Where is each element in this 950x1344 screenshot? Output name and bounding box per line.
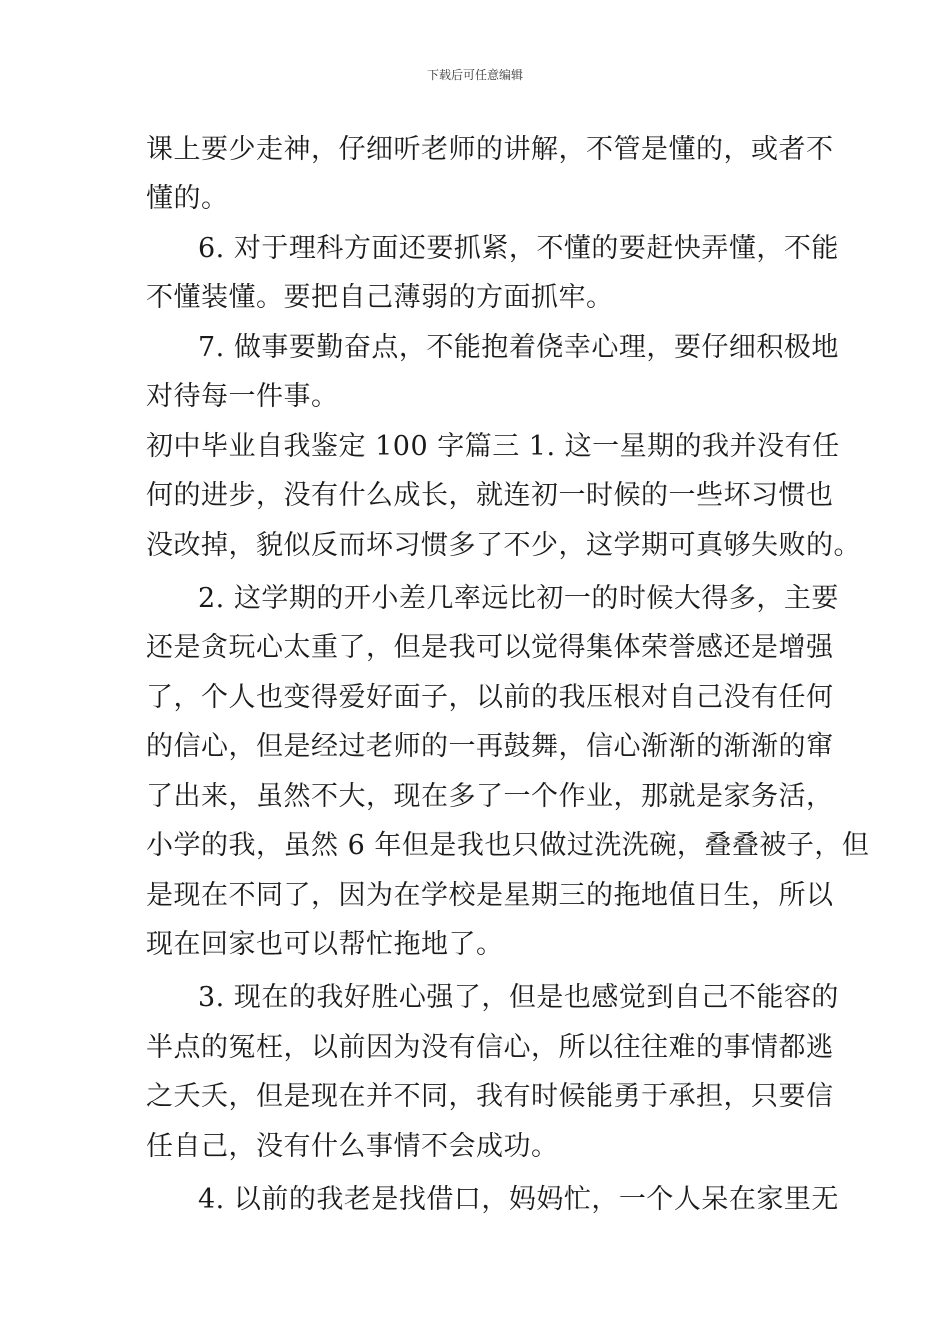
text-line: 了，个人也变得爱好面子，以前的我压根对自己没有任何	[146, 682, 834, 713]
text-line: 7. 做事要勤奋点，不能抱着侥幸心理，要仔细积极地	[198, 332, 839, 363]
text-line: 现在回家也可以帮忙拖地了。	[146, 929, 504, 960]
text-line: 了出来，虽然不大，现在多了一个作业，那就是家务活，	[146, 781, 834, 812]
text-line: 半点的冤枉，以前因为没有信心，所以往往难的事情都逃	[146, 1032, 834, 1063]
text-line: 4. 以前的我老是找借口，妈妈忙，一个人呆在家里无	[198, 1184, 839, 1215]
page-header: 下载后可任意编辑	[426, 68, 523, 82]
text-line: 课上要少走神，仔细听老师的讲解，不管是懂的，或者不	[146, 134, 834, 165]
text-line: 的信心，但是经过老师的一再鼓舞，信心渐渐的渐渐的窜	[146, 731, 834, 762]
text-line: 还是贪玩心太重了，但是我可以觉得集体荣誉感还是增强	[146, 632, 834, 663]
text-line: 任自己，没有什么事情不会成功。	[146, 1131, 559, 1162]
text-line: 是现在不同了，因为在学校是星期三的拖地值日生，所以	[146, 880, 834, 911]
text-line: 何的进步，没有什么成长，就连初一时候的一些坏习惯也	[146, 480, 834, 511]
text-line: 懂的。	[146, 183, 229, 214]
text-line: 6. 对于理科方面还要抓紧，不懂的要赶快弄懂，不能	[198, 233, 839, 264]
text-line: 没改掉，貌似反而坏习惯多了不少，这学期可真够失败的。	[146, 530, 861, 561]
text-line: 不懂装懂。要把自己薄弱的方面抓牢。	[146, 282, 614, 313]
text-line: 2. 这学期的开小差几率远比初一的时候大得多，主要	[198, 583, 839, 614]
text-line: 之夭夭，但是现在并不同，我有时候能勇于承担，只要信	[146, 1081, 834, 1112]
text-line: 对待每一件事。	[146, 381, 339, 412]
text-line: 3. 现在的我好胜心强了，但是也感觉到自己不能容的	[198, 982, 839, 1013]
section-heading-line: 初中毕业自我鉴定 100 字篇三 1. 这一星期的我并没有任	[146, 431, 840, 462]
text-line: 小学的我，虽然 6 年但是我也只做过洗洗碗，叠叠被子，但	[146, 830, 870, 861]
